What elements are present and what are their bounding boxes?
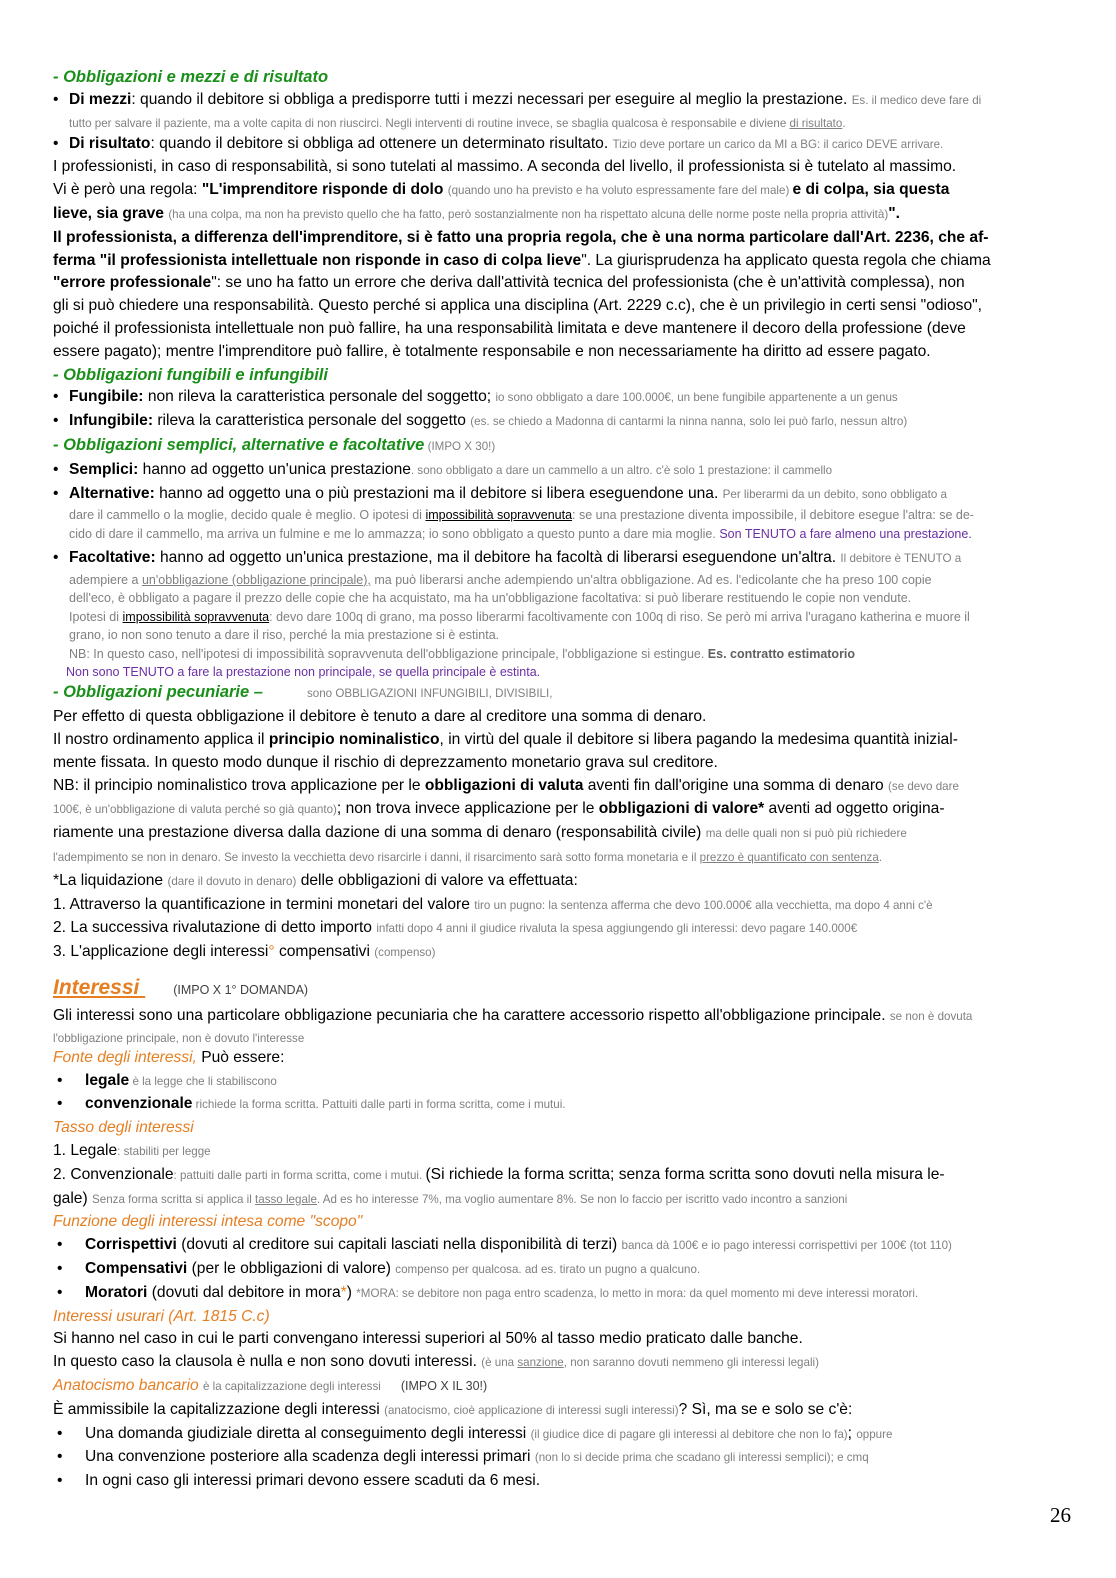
paragraph-professionisti: I professionisti, in caso di responsabilità, si sono tutelati al massimo. A seconda del livello, il professionista si è tutelato al massimo.: [53, 158, 957, 176]
note-facoltative-4: grano, io non sono tenuto a dare il riso, perché la mia prestazione si è estinta.: [69, 628, 500, 643]
paragraph-professionista-4: gli si può chiedere una responsabilità. Questo perché si applica una disciplina (Art. 2229 c.c), che è un privilegio in certi sensi "odioso",: [53, 297, 983, 315]
section-title-interessi: Interessi (IMPO X 1° DOMANDA): [53, 975, 309, 999]
paragraph-professionista-5: poiché il professionista intellettuale non può fallire, ha una responsabilità limitata e deve mantenere il decoro della professione (deve: [53, 319, 966, 337]
paragraph-pecuniarie-2: Il nostro ordinamento applica il principio nominalistico, in virtù del quale il debitore si libera pagando la medesima quantità inizial-: [53, 730, 958, 748]
list-item-facoltative: • Facoltative: hanno ad oggetto un'unica prestazione, ma il debitore ha facoltà di liberarsi eseguendone un'altra. Il debitore è TENUTO a: [53, 547, 1071, 571]
paragraph-regola-2: lieve, sia grave (ha una colpa, ma non ha previsto quello che ha fatto, però sostanzialmente non ha rispettato alcuna delle norme poste nella propria attività)".: [53, 204, 900, 222]
note-alternative-1: dare il cammello o la moglie, decido quale è meglio. O ipotesi di impossibilità sopravvenuta: se una prestazione diventa impossibile, il debitore esegue l'altra: se de-: [69, 508, 974, 523]
list-item-mezzi: • Di mezzi: quando il debitore si obbliga a predisporre tutti i mezzi necessari per eseguire al meglio la prestazione. Es. il medico deve fare di: [53, 89, 1071, 113]
subheading-usurari: Interessi usurari (Art. 1815 C.c): [53, 1307, 270, 1325]
paragraph-pecuniarie-5: 100€, è un'obbligazione di valuta perché so già quanto); non trova invece applicazione per le obbligazioni di valore* aventi ad oggetto origina-: [53, 800, 945, 818]
page-number: 26: [1050, 1503, 1071, 1527]
note-interessi-intro: l'obbligazione principale, non è dovuto l'interesse: [53, 1031, 305, 1045]
list-item-liquidazione-3: 3. L'applicazione degli interessi° compensativi (compenso): [53, 943, 436, 961]
list-item-liquidazione-2: 2. La successiva rivalutazione di detto importo infatti dopo 4 anni il giudice rivaluta la spesa aggiungendo gli interessi: devo pagare 140.000€: [53, 919, 858, 937]
paragraph-pecuniarie-3: mente fissata. In questo modo dunque il rischio di deprezzamento monetario grava sul creditore.: [53, 753, 718, 771]
paragraph-interessi-intro: Gli interessi sono una particolare obbligazione pecuniaria che ha carattere accessorio rispetto all'obbligazione principale. se non è dovuta: [53, 1006, 973, 1024]
subheading-anatocismo: Anatocismo bancario è la capitalizzazione degli interessi (IMPO X IL 30!): [53, 1376, 488, 1394]
list-item-semplici: • Semplici: hanno ad oggetto un'unica prestazione. sono obbligato a dare un cammello a un altro. c'è solo 1 prestazione: il cammello: [53, 459, 1071, 483]
list-item-fungibile: • Fungibile: non rileva la caratteristica personale del soggetto; io sono obbligato a dare 100.000€, un bene fungibile appartenente a un genus: [53, 386, 1071, 410]
paragraph-professionista-1: Il professionista, a differenza dell'imprenditore, si è fatto una propria regola, che è una norma particolare dall'Art. 2236, che af-: [53, 228, 989, 246]
paragraph-professionista-6: essere pagato); mentre l'imprenditore può fallire, è totalmente responsabile e non necessariamente ha diritto ad essere pagato.: [53, 342, 931, 360]
list-item-legale: • legale è la legge che li stabiliscono: [53, 1070, 1071, 1094]
list-item-anatocismo-2: • Una convenzione posteriore alla scadenza degli interessi primari (non lo si decide prima che scadano gli interessi semplici); e cmq: [53, 1446, 1071, 1470]
paragraph-liquidazione: *La liquidazione (dare il dovuto in denaro) delle obbligazioni di valore va effettuata:: [53, 871, 578, 889]
paragraph-usurari-2: In questo caso la clausola è nulla e non sono dovuti interessi. (è una sanzione, non saranno dovuti nemmeno gli interessi legali): [53, 1353, 819, 1371]
list-item-tasso-convenzionale-cont: gale) Senza forma scritta si applica il tasso legale. Ad es ho interesse 7%, ma voglio aumentare 8%. Se non lo faccio per iscritto vado incontro a sanzioni: [53, 1189, 848, 1207]
subheading-fonte: Fonte degli interessi, Può essere:: [53, 1048, 285, 1066]
note-facoltative-2: dell'eco, è obbligato a pagare il prezzo delle copie che ha acquistato, ma ha un'obbligazione facoltativa: si può liberare restituendo le copie non vendute.: [69, 591, 912, 606]
list-item-convenzionale: • convenzionale richiede la forma scritta. Pattuiti dalle parti in forma scritta, come i mutui.: [53, 1093, 1071, 1117]
paragraph-pecuniarie-4: NB: il principio nominalistico trova applicazione per le obbligazioni di valuta aventi fin dall'origine una somma di denaro (se devo dare: [53, 776, 959, 794]
list-item-anatocismo-3: • In ogni caso gli interessi primari devono essere scaduti da 6 mesi.: [53, 1470, 1071, 1493]
list-item-compensativi: • Compensativi (per le obbligazioni di valore) compenso per qualcosa. ad es. tirato un pugno a qualcuno.: [53, 1258, 1071, 1282]
subheading-tasso: Tasso degli interessi: [53, 1119, 194, 1137]
list-item-moratori: • Moratori (dovuti dal debitore in mora*) *MORA: se debitore non paga entro scadenza, lo metto in mora: da quel momento mi deve interessi moratori.: [53, 1282, 1071, 1306]
list-item-tasso-legale: 1. Legale: stabiliti per legge: [53, 1141, 211, 1159]
list-item-risultato: • Di risultato: quando il debitore si obbliga ad ottenere un determinato risultato. Tizio deve portare un carico da MI a BG: il carico DEVE arrivare.: [53, 133, 1071, 157]
section-heading-semplici: - Obbligazioni semplici, alternative e facoltative (IMPO X 30!): [53, 435, 496, 454]
list-item-corrispettivi: • Corrispettivi (dovuti al creditore sui capitali lasciati nella disponibilità di terzi) banca dà 100€ e io pago interessi corrispettivi per 100€ (tot 110): [53, 1234, 1071, 1258]
paragraph-usurari-1: Si hanno nel caso in cui le parti convengano interessi superiori al 50% al tasso medio praticato dalle banche.: [53, 1330, 803, 1348]
paragraph-regola-1: Vi è però una regola: "L'imprenditore risponde di dolo (quando uno ha previsto e ha voluto espressamente fare del male) e di colpa, sia questa: [53, 181, 950, 199]
list-item-infungibile: • Infungibile: rileva la caratteristica personale del soggetto (es. se chiedo a Madonna di cantarmi la ninna nanna, solo lei può farlo, nessun altro): [53, 410, 1071, 434]
note-facoltative-5: NB: In questo caso, nell'ipotesi di impossibilità sopravvenuta dell'obbligazione principale, l'obbligazione si estingue. Es. contratto estimatorio: [69, 646, 856, 661]
section-heading-pecuniarie: - Obbligazioni pecuniarie – sono OBBLIGAZIONI INFUNGIBILI, DIVISIBILI,: [53, 683, 553, 702]
subheading-funzione: Funzione degli interessi intesa come "scopo": [53, 1213, 363, 1231]
note-mezzi: tutto per salvare il paziente, ma a volte capita di non riuscirci. Negli interventi di routine invece, se sbaglia qualcosa è responsabile e diviene di risultato.: [69, 116, 846, 130]
paragraph-professionista-2: ferma "il professionista intellettuale non risponde in caso di colpa lieve". La giurisprudenza ha applicato questa regola che chiama: [53, 251, 991, 269]
paragraph-pecuniarie-1: Per effetto di questa obbligazione il debitore è tenuto a dare al creditore una somma di denaro.: [53, 708, 707, 726]
list-item-alternative: • Alternative: hanno ad oggetto una o più prestazioni ma il debitore si libera eseguendone una. Per liberarmi da un debito, sono obbligato a: [53, 483, 1071, 507]
list-item-anatocismo-1: • Una domanda giudiziale diretta al conseguimento degli interessi (il giudice dice di pagare gli interessi al debitore che non lo fa); oppure: [53, 1423, 1071, 1447]
section-heading-mezzi-risultato: - Obbligazioni e mezzi e di risultato: [53, 68, 329, 86]
paragraph-pecuniarie-6: riamente una prestazione diversa dalla dazione di una somma di denaro (responsabilità civile) ma delle quali non si può più richiedere: [53, 824, 907, 842]
document-page: [53, 66, 1071, 1493]
note-facoltative-1: adempiere a un'obbligazione (obbligazione principale), ma può liberarsi anche adempiendo un'altra obbligazione. Ad es. l'edicolante che ha preso 100 copie: [69, 572, 932, 587]
paragraph-anatocismo: È ammissibile la capitalizzazione degli interessi (anatocismo, cioè applicazione di interessi sugli interessi)? Sì, ma se e solo se c'è:: [53, 1400, 853, 1418]
note-facoltative-6: Non sono TENUTO a fare la prestazione non principale, se quella principale è estinta.: [66, 664, 541, 679]
paragraph-professionista-3: "errore professionale": se uno ha fatto un errore che deriva dall'attività tecnica del professionista (che è un'attività complessa), non: [53, 274, 965, 292]
paragraph-pecuniarie-7: l'adempimento se non in denaro. Se investo la vecchietta devo risarcirle i danni, il risarcimento sarà sotto forma monetaria e il prezzo è quantificato con sentenza.: [53, 850, 883, 864]
list-item-liquidazione-1: 1. Attraverso la quantificazione in termini monetari del valore tiro un pugno: la sentenza afferma che devo 100.000€ alla vecchietta, ma dopo 4 anni c'è: [53, 895, 933, 913]
list-item-tasso-convenzionale: 2. Convenzionale: pattuiti dalle parti in forma scritta, come i mutui. (Si richiede la forma scritta; senza forma scritta sono dovuti nella misura le-: [53, 1165, 945, 1183]
note-alternative-2: cido di dare il cammello, ma arriva un fulmine e me lo ammazza; io sono obbligato a questo punto a dare mia moglie. Son TENUTO a fare almeno una prestazione.: [69, 526, 972, 541]
note-facoltative-3: Ipotesi di impossibilità sopravvenuta: devo dare 100q di grano, ma posso liberarmi facoltivamente con 100q di riso. Se però mi arriva l'uragano katherina e muore il: [69, 609, 970, 624]
section-heading-fungibili: - Obbligazioni fungibili e infungibili: [53, 365, 328, 384]
